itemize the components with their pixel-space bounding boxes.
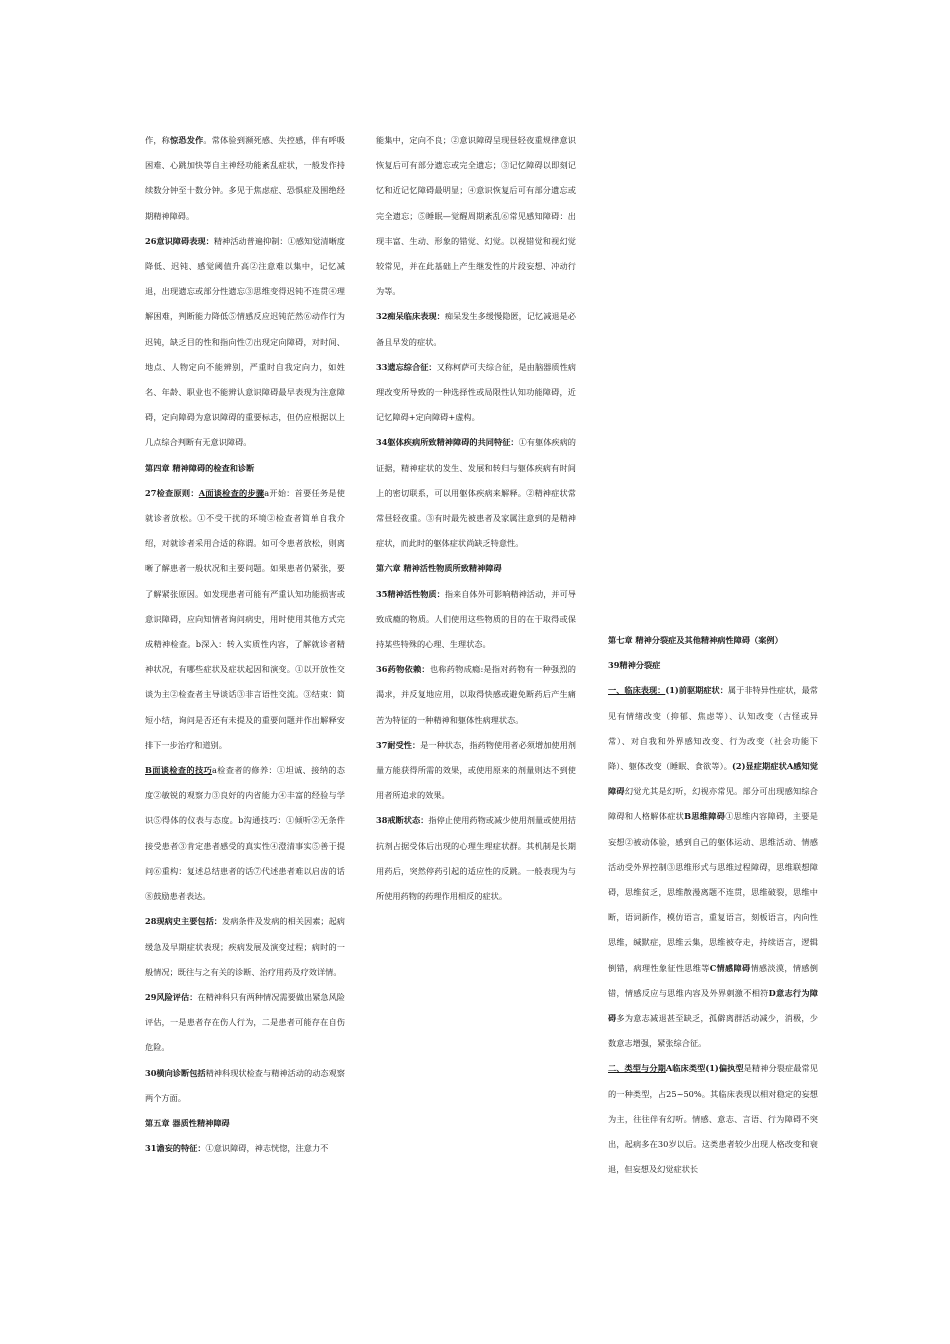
- bold-text-run: 30横向诊断包括: [145, 1067, 206, 1078]
- paragraph: [145, 456, 345, 481]
- paragraph: [376, 808, 576, 909]
- paragraph: [145, 985, 345, 1061]
- bold-text-run: 二、类型与分期: [608, 1063, 666, 1074]
- text-run: 又称柯萨可夫综合征，是由脑器质性病理改变所导致的一种选择性或局限性认知功能障碍，近记忆障碍+定向障碍+虚构。: [376, 361, 576, 423]
- paragraph: [145, 1061, 345, 1111]
- text-run: 情感淡漠，情感倒错，情感反应与思维内容及外界刺激不相符: [608, 962, 818, 998]
- text-run: ①意识障碍，神志恍惚，注意力不: [205, 1143, 329, 1154]
- text-run: 幻觉尤其是幻听，幻视亦常见。部分可出现感知综合障碍和人格解体症状: [608, 786, 818, 822]
- paragraph: [145, 481, 345, 758]
- paragraph: [145, 229, 345, 456]
- column-left: [145, 128, 345, 1161]
- column-right: [608, 628, 818, 1182]
- text-run: 发病条件及发病的相关因素；起病缓急及早期症状表现；疾病发展及演变过程；病时的一般情况；既往与之有关的诊断、治疗用药及疗效详情。: [145, 916, 345, 977]
- text-run: ①思维内容障碍，主要是妄想②被动体验，感到自己的躯体运动、思维活动、情感活动受外界控制③思维形式与思维过程障碍，思维联想障碍，思维贫乏，思维散漫离题不连贯，思维破裂，思维中断，语词新作，模仿语言，重复语言，刻板语言，内向性思维，缄默症，思维云集，思维被夺走，持续语言，逻辑倒错，病理性象征性思维等: [608, 811, 818, 973]
- paragraph: [376, 733, 576, 809]
- bold-text-run: 39精神分裂症: [608, 660, 661, 671]
- paragraph: [376, 556, 576, 581]
- text-run: a开始：首要任务是使就诊者放松。①不受干扰的环境②检查者简单自我介绍，对就诊者采用合适的称谓。如可令患者放松，则离晰了解患者一般状况和主要问题。如果患者仍紧张，要了解紧张原因。如发现患者可能有严重认知功能损害或意识障碍，应向知情者询问病史，用时使用其他方式完成精神检查。b深入：转入实质性内容，了解就诊者精神状况，有哪些症状及症状起因和演变。①以开放性交谈为主②检查者主导谈话③非言语性交流。③结束：简短小结，询问是否还有未提及的重要问题并作出解释安排下一步治疗和道别。: [145, 487, 345, 750]
- column-middle: [376, 128, 576, 909]
- bold-text-run: 34躯体疾病所致精神障碍的共同特征：: [376, 437, 519, 448]
- bold-text-run: B面谈检查的技巧: [145, 765, 213, 776]
- bold-text-run: 第六章 精神活性物质所致精神障碍: [376, 563, 502, 574]
- text-run: 。常体验到濒死感、失控感，伴有呼吸困难、心跳加快等自主神经功能紊乱症状，一般发作持续数分钟至十数分钟。多见于焦虑症、恐惧症及围绝经期精神障碍。: [145, 135, 345, 221]
- paragraph: [376, 657, 576, 733]
- text-run: 是一种状态，指药物使用者必须增加使用剂量方能获得所需的效果，或使用原来的剂量则达不到使用者所追求的效果。: [376, 739, 576, 801]
- paragraph: [376, 304, 576, 354]
- paragraph: [145, 909, 345, 985]
- bold-text-run: 27检查原则：: [145, 487, 199, 498]
- paragraph: [608, 1056, 818, 1182]
- text-run: 精神科现状检查与精神活动的动态观察两个方面。: [145, 1067, 345, 1103]
- text-run: 也称药物成瘾:是指对药物有一种强烈的渴求，并反复地应用，以取得快感或避免断药后产生痛苦为特征的一种精神和躯体性病理状态。: [376, 664, 576, 725]
- text-run: ①有躯体疾病的证据，精神症状的发生、发展和转归与躯体疾病有时间上的密切联系，可以用躯体疾病来解释。②精神症状常常昼轻夜重。③有时最先被患者及家属注意到的是精神症状，而此时的躯体症状尚缺乏特意性。: [376, 437, 576, 549]
- bold-text-run: 29风险评估：: [145, 991, 198, 1002]
- text-run: 是精神分裂症最常见的一种类型，占25~50%。其临床表现以相对稳定的妄想为主，往往伴有幻听。情感、意志、言语、行为障碍不突出，起病多在30岁以后。这类患者较少出现人格改变和衰退，但妄想及幻觉症状长: [608, 1063, 818, 1175]
- bold-text-run: 38戒断状态：: [376, 815, 429, 826]
- bold-text-run: 第四章 精神障碍的检查和诊断: [145, 462, 255, 473]
- text-run: 指来自体外可影响精神活动，并可导致成瘾的物质。人们使用这些物质的目的在于取得或保持某些特殊的心理、生理状态。: [376, 588, 576, 650]
- paragraph: [608, 653, 818, 678]
- bold-text-run: A面谈检查的步骤: [198, 487, 265, 498]
- text-run: 精神活动普遍抑制：①感知觉清晰度降低、迟钝、感觉阈值升高②注意难以集中，记忆减退，出现遗忘或部分性遗忘③思维变得迟钝不连贯④理解困难，判断能力降低⑤情感反应迟钝茫然⑥动作行为迟钝，缺乏目的性和指向性⑦出现定向障碍，对时间、地点、人物定向不能辨别，严重时自我定向力，如姓名、年龄、职业也不能辨认意识障碍最早表现为注意障碍，定向障碍为意识障碍的重要标志，但仍应根据以上几点综合判断有无意识障碍。: [145, 235, 345, 448]
- bold-text-run: 37耐受性：: [376, 739, 421, 750]
- text-run: a检查者的修养：①坦诚、接纳的态度②敏锐的观察力③良好的内省能力④丰富的经验与学识⑤得体的仪表与态度。b沟通技巧：①倾听②无条件接受患者③肯定患者感受的真实性④澄清事实⑤善于提问⑥重构：复述总结患者的话⑦代述患者难以启齿的话⑧鼓励患者表达。: [145, 765, 345, 902]
- paragraph: [376, 355, 576, 431]
- bold-text-run: 28现病史主要包括：: [145, 916, 222, 927]
- bold-text-run: (1)前驱期症状：: [665, 685, 728, 696]
- bold-text-run: (2)显症期症状A感知觉障碍: [608, 761, 818, 797]
- paragraph: [376, 430, 576, 556]
- paragraph: [608, 628, 818, 653]
- text-run: 作，称: [145, 135, 171, 145]
- bold-text-run: 36药物依赖：: [376, 664, 430, 675]
- paragraph: [145, 758, 345, 909]
- bold-text-run: 第七章 精神分裂症及其他精神病性障碍（案例）: [608, 635, 783, 645]
- bold-text-run: 惊恐发作: [170, 135, 204, 145]
- text-run: 能集中，定向不良；②意识障碍呈现昼轻夜重规律意识恢复后可有部分遗忘或完全遗忘；③记忆障碍以即刻记忆和近记忆障碍最明显；④意识恢复后可有部分遗忘或完全遗忘；⑤睡眠—觉醒周期紊乱⑥常见感知障碍：出现丰富、生动、形象的错觉、幻觉。以视错觉和视幻觉较常见，并在此基础上产生继发性的片段妄想、冲动行为等。: [376, 135, 576, 297]
- bold-text-run: A临床类型(1)偏执型: [665, 1063, 744, 1074]
- text-run: 在精神科只有两种情况需要做出紧急风险评估，一是患者存在伤人行为，二是患者可能存在自伤危险。: [145, 991, 345, 1053]
- bold-text-run: 一、临床表现：: [608, 685, 666, 696]
- text-run: 指停止使用药物或减少使用剂量或使用拮抗剂占据受体后出现的心理生理症状群。其机制是长期用药后，突然停药引起的适应性的反跳。一般表现为与所使用药物的药理作用相反的症状。: [376, 815, 576, 902]
- paragraph: [376, 582, 576, 658]
- paragraph: [145, 1111, 345, 1136]
- bold-text-run: 32痴呆临床表现：: [376, 311, 445, 322]
- bold-text-run: 33遗忘综合征：: [376, 361, 437, 372]
- bold-text-run: D意志行为障碍: [608, 987, 818, 1024]
- text-run: 属于非特异性症状，最常见有情绪改变（抑郁、焦虑等）、认知改变（古怪或异常）、对自我和外界感知改变、行为改变（社会功能下降）、躯体改变（睡眠、食欲等）。: [608, 685, 818, 772]
- bold-text-run: B思维障碍: [684, 811, 726, 822]
- bold-text-run: 第五章 器质性精神障碍: [145, 1117, 230, 1128]
- text-run: 多为意志减退甚至缺乏，孤僻离群活动减少，消极，少数意志增强，紧张综合征。: [608, 1013, 818, 1049]
- bold-text-run: C情感障碍: [709, 962, 751, 973]
- paragraph: [376, 128, 576, 304]
- paragraph: [145, 128, 345, 229]
- bold-text-run: 35精神活性物质：: [376, 588, 445, 599]
- bold-text-run: 31谵妄的特征：: [145, 1143, 206, 1154]
- bold-text-run: 26意识障碍表现：: [145, 235, 214, 246]
- paragraph: [608, 678, 818, 1056]
- text-run: 痴呆发生多缓慢隐匿，记忆减退是必备且早发的症状。: [376, 311, 576, 347]
- paragraph: [145, 1136, 345, 1161]
